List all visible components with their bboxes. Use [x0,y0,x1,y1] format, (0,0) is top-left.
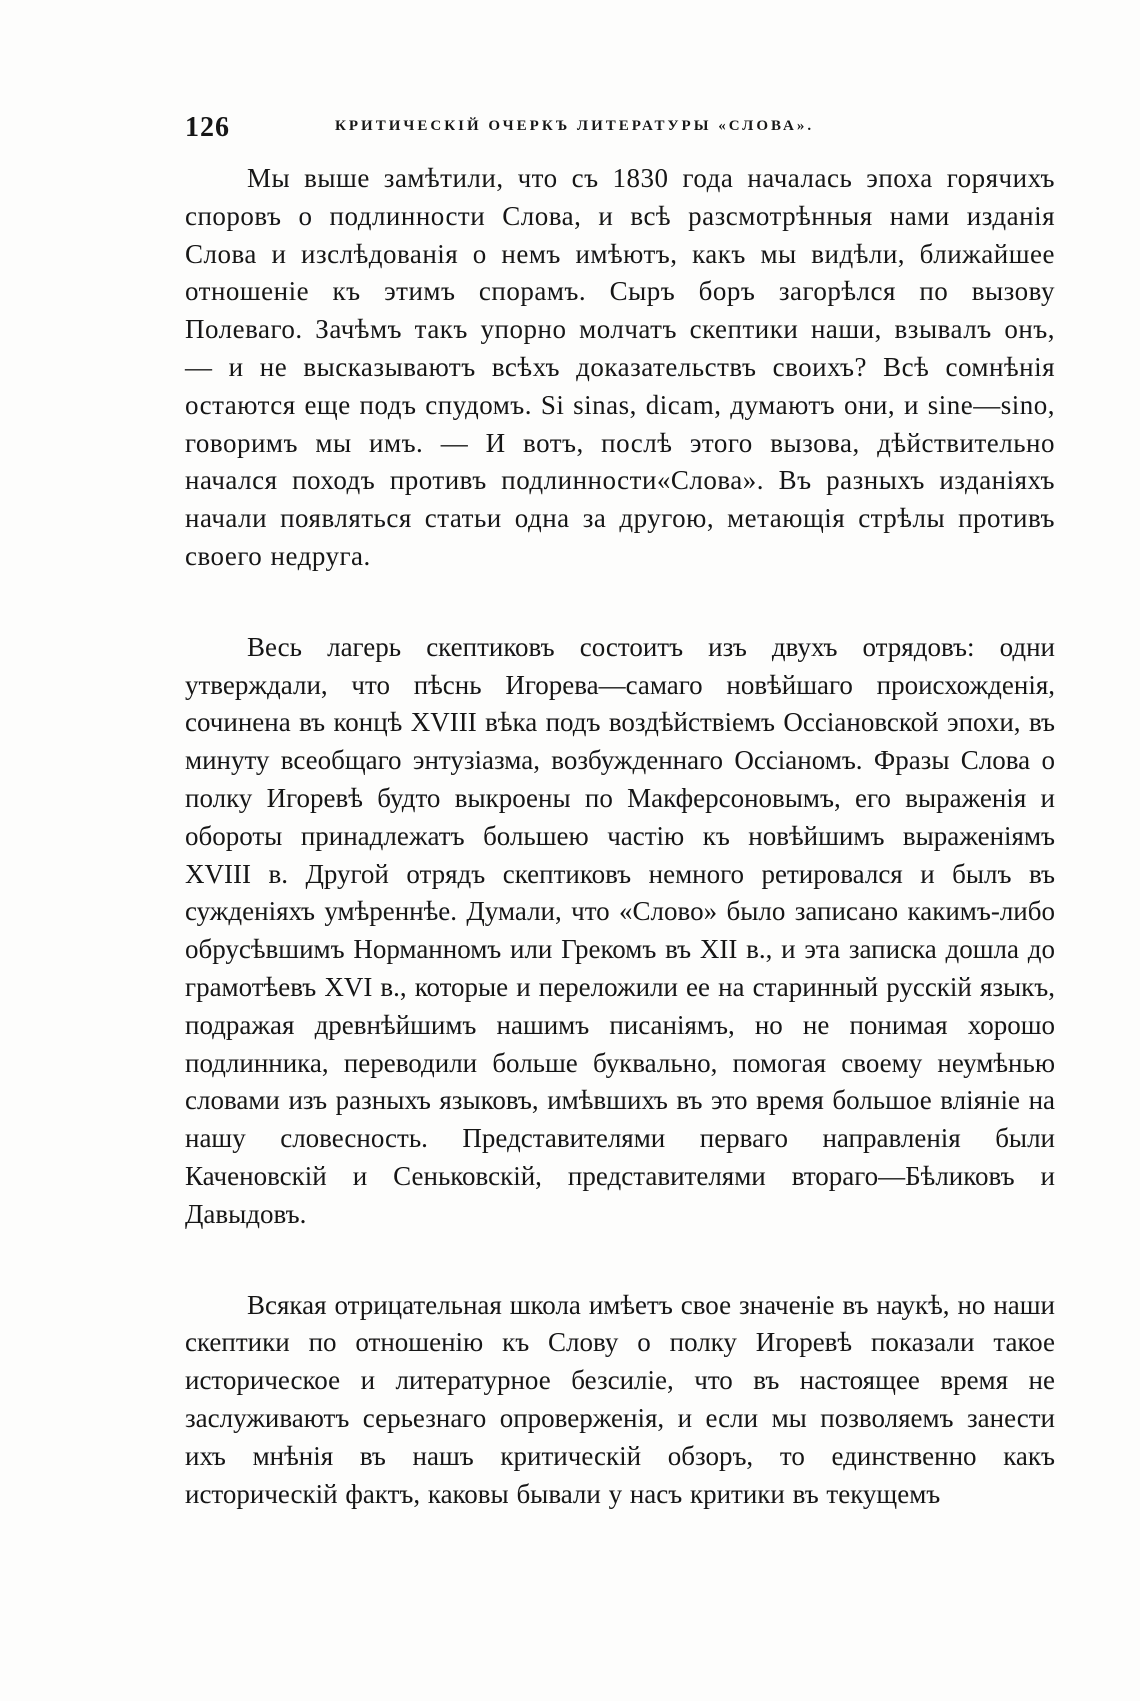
paragraph-2: Весь лагерь скептиковъ состоитъ изъ двухъ отрядовъ: одни утверждали, что пѣснь Игорева—самаго новѣйшаго происхожденія, сочинена въ концѣ XVIII вѣка подъ воздѣйствіемъ Оссіановской эпохи, въ минуту всеобщаго энтузіазма, возбужденнаго Оссіаномъ. Фразы Слова о полку Игоревѣ будто выкроены по Макферсоновымъ, его выраженія и обороты принадлежатъ большею частію къ новѣйшимъ выраженіямъ XVIII в. Другой отрядъ скептиковъ немного ретировался и былъ въ сужденіяхъ умѣреннѣе. Думали, что «Слово» было записано какимъ-либо обрусѣвшимъ Норманномъ или Грекомъ въ XII в., и эта записка дошла до грамотѣевъ XVI в., которые и переложили ее на старинный русскій языкъ, подражая древнѣйшимъ нашимъ писаніямъ, но не понимая хорошо подлинника, переводили больше буквально, помогая своему неумѣнью словами изъ разныхъ языковъ, имѣвшихъ въ это время большое вліяніе на нашу словесность. Представителями перваго направленія были Каченовскій и Сеньковскій, представителями втораго—Бѣликовъ и Давыдовъ. [185,631,1055,1229]
paragraph-3: Всякая отрицательная школа имѣетъ свое значеніе въ наукѣ, но наши скептики по отношенію къ Слову о полку Игоревѣ показали такое историческое и литературное безсиліе, что въ настоящее время не заслуживаютъ серьезнаго опроверженія, и если мы позволяемъ занести ихъ мнѣнія въ нашъ критическій обзоръ, то единственно какъ историческій фактъ, каковы бывали у насъ критики въ текущемъ [185,1289,1055,1509]
running-header [185,112,1055,142]
running-title: КРИТИЧЕСКІЙ ОЧЕРКЪ ЛИТЕРАТУРЫ «СЛОВА». [335,118,815,134]
page-number: 126 [185,112,230,143]
paragraph-1: Мы выше замѣтили, что съ 1830 года началась эпоха горячихъ споровъ о подлинности Слова, и всѣ разсмотрѣнныя нами изданія Слова и изслѣдованія о немъ имѣютъ, какъ мы видѣли, ближайшее отношеніе къ этимъ спорамъ. Сыръ боръ загорѣлся по вызову Полеваго. Зачѣмъ такъ упорно молчатъ скептики наши, взывалъ онъ, — и не высказываютъ всѣхъ доказательствъ своихъ? Всѣ сомнѣнія остаются еще подъ спудомъ. Si sinas, dicam, думаютъ они, и sine—sino, говоримъ мы имъ. — И вотъ, послѣ этого вызова, дѣйствительно начался походъ противъ подлинности«Слова». Въ разныхъ изданіяхъ начали появляться статьи одна за другою, метающія стрѣлы противъ своего недруга. [185,163,1055,571]
body-text [185,160,1055,1513]
